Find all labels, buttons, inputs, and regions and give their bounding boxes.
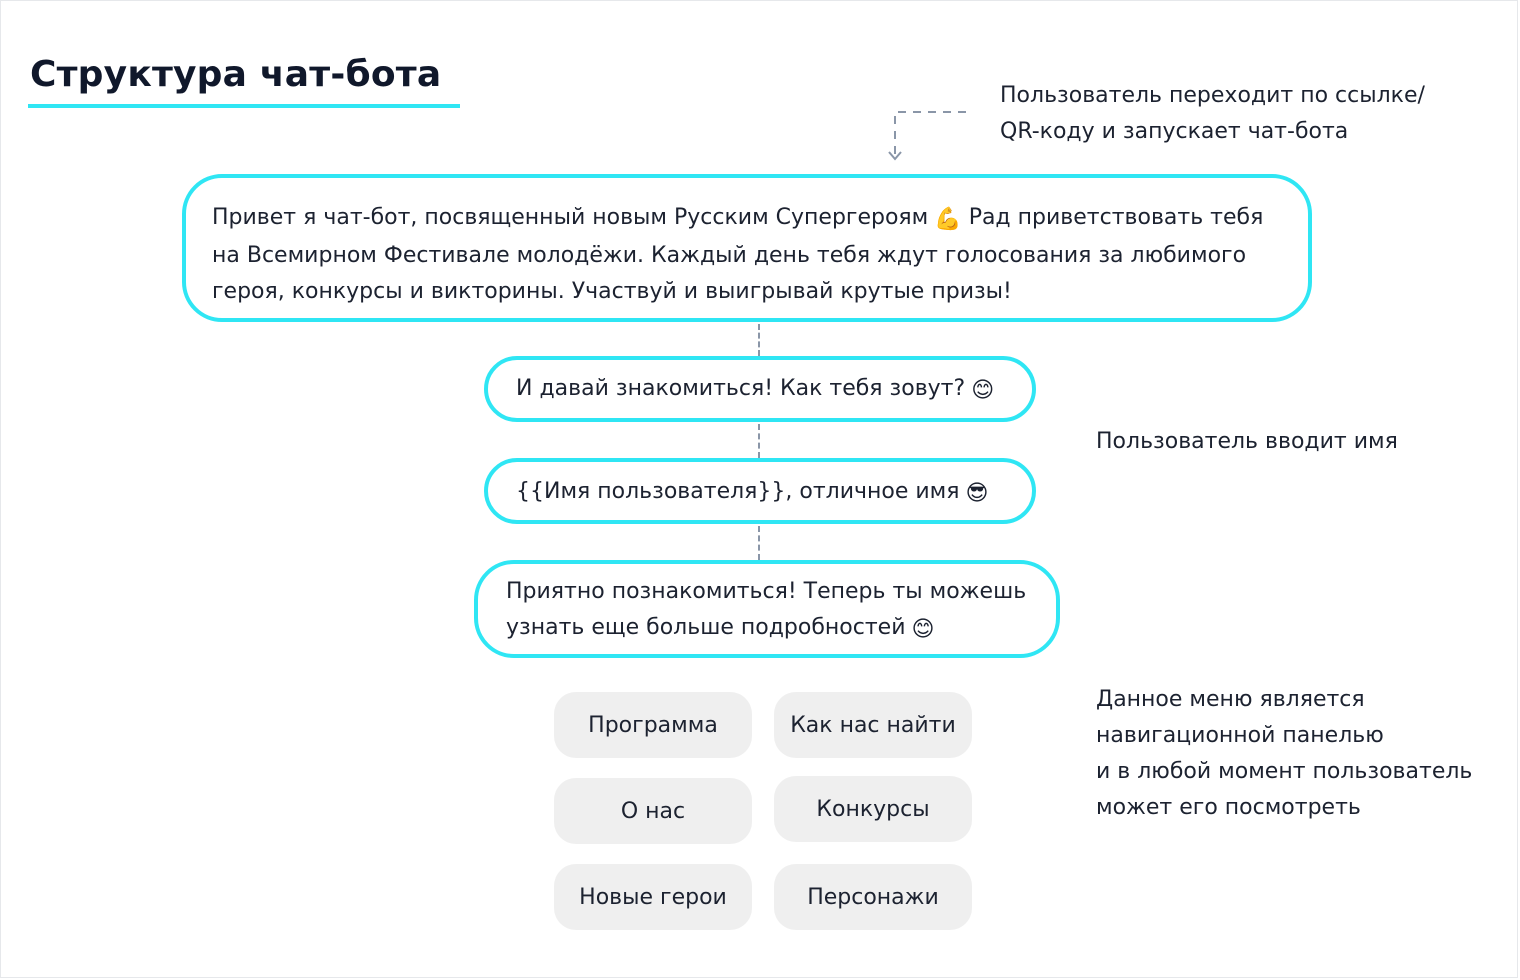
menu-button-contests[interactable]: Конкурсы [774, 776, 972, 842]
ask-name-text: И давай знакомиться! Как тебя зовут? [516, 376, 966, 401]
greeting-line-1: Привет я чат-бот, посвященный новым Русским Супергероям 💪 Рад приветствовать тебя [212, 200, 1284, 238]
note-menu-line-1: Данное меню является [1096, 687, 1365, 712]
nice-line-1: Приятно познакомиться! Теперь ты можешь [506, 579, 1027, 604]
smiling-face-icon: 😊 [911, 617, 935, 642]
connector-3 [758, 526, 760, 560]
greeting-tail: Рад приветствовать тебя [968, 205, 1264, 230]
greeting-line-3: героя, конкурсы и викторины. Участвуй и выигрывай крутые призы! [212, 279, 1012, 304]
menu-button-characters[interactable]: Персонажи [774, 864, 972, 930]
launch-arrow-icon [884, 104, 974, 164]
title-underline [28, 104, 460, 108]
bubble-name-reply [484, 458, 1036, 524]
sunglasses-face-icon: 😎 [965, 481, 989, 506]
greeting-line-2: на Всемирном Фестивале молодёжи. Каждый день тебя ждут голосования за любимого [212, 243, 1247, 268]
connector-2 [758, 424, 760, 458]
note-menu-line-2: навигационной панелью [1096, 723, 1384, 748]
note-menu-line-4: может его посмотреть [1096, 795, 1361, 820]
bubble-ask-name [484, 356, 1036, 422]
menu-button-new-heroes[interactable]: Новые герои [554, 864, 752, 930]
menu-button-about[interactable]: О нас [554, 778, 752, 844]
bubble-greeting [182, 174, 1312, 322]
menu-button-how-to-find[interactable]: Как нас найти [774, 692, 972, 758]
menu-button-program[interactable]: Программа [554, 692, 752, 758]
note-menu [1096, 682, 1506, 826]
note-menu-line-3: и в любой момент пользователь [1096, 759, 1473, 784]
flexed-biceps-icon: 💪 [934, 207, 962, 232]
note-launch [1000, 78, 1500, 150]
note-name: Пользователь вводит имя [1096, 429, 1398, 454]
name-reply-text: {{Имя пользователя}}, отличное имя [516, 479, 960, 504]
note-launch-line-2: QR-коду и запускает чат-бота [1000, 119, 1349, 144]
note-launch-line-1: Пользователь переходит по ссылке/ [1000, 83, 1425, 108]
nice-line-2: узнать еще больше подробностей 😊 [506, 610, 1036, 648]
smiling-face-icon: 😊 [971, 378, 995, 403]
bubble-nice-to-meet [474, 560, 1060, 658]
page-title: Структура чат-бота [30, 54, 442, 95]
connector-1 [758, 324, 760, 356]
